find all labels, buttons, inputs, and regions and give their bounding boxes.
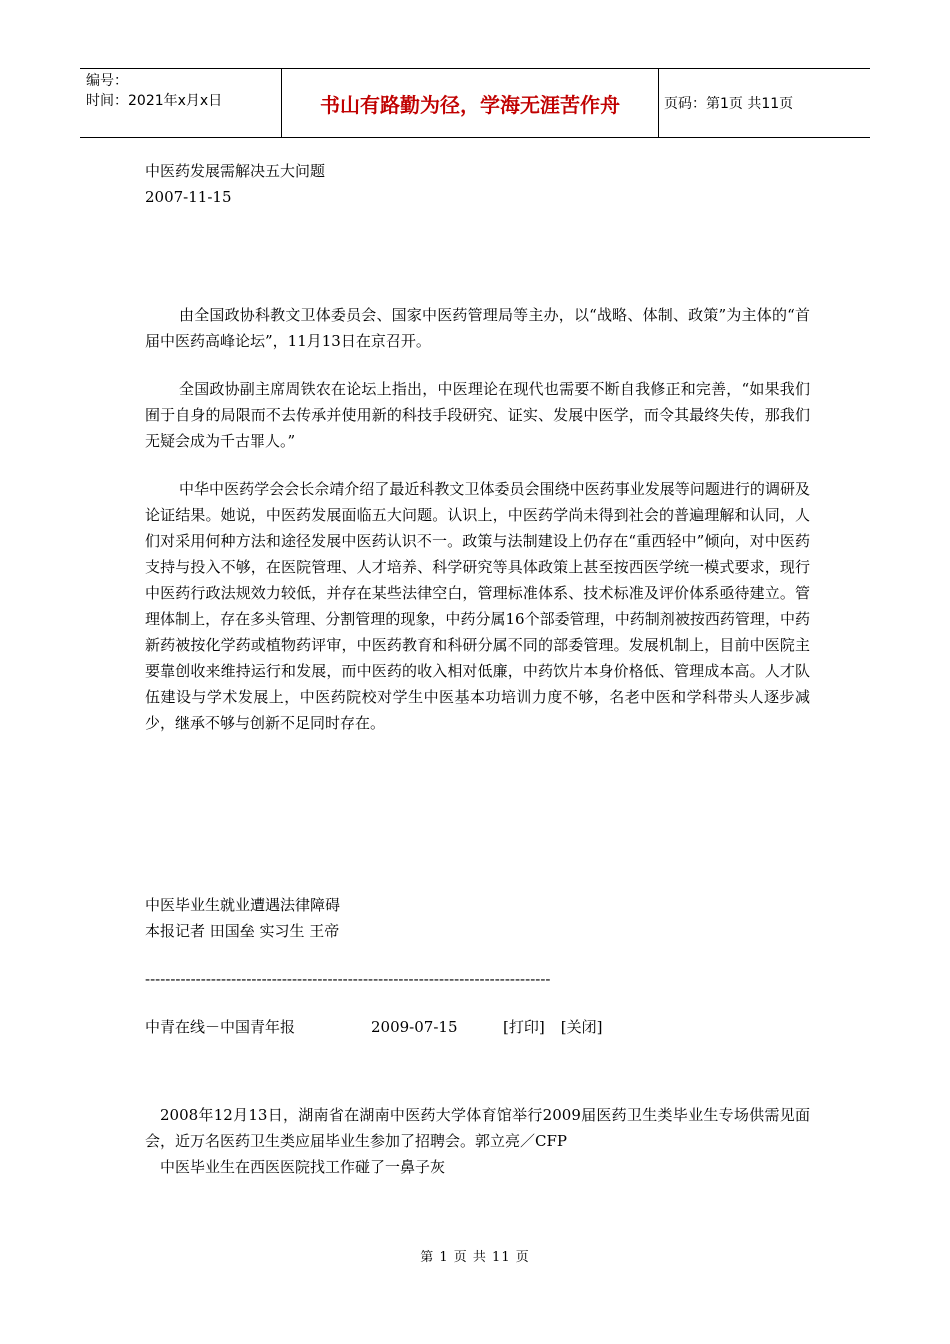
close-link[interactable]: [关闭] [560, 1018, 603, 1036]
article1-paragraph-1: 由全国政协科教文卫体委员会、国家中医药管理局等主办，以“战略、体制、政策”为主体的“首届中医药高峰论坛”，11月13日在京召开。 [145, 306, 810, 350]
print-link[interactable]: [打印] [503, 1018, 545, 1036]
header-motto: 书山有路勤为径，学海无涯苦作舟 [320, 92, 620, 117]
article1-paragraph-3: 中华中医药学会会长佘靖介绍了最近科教文卫体委员会围绕中医药事业发展等问题进行的调研及论证结果。她说，中医药发展面临五大问题。认识上，中医药学尚未得到社会的普遍理解和认同，人们对采用何种方法和途径发展中医药认识不一。政策与法制建设上仍存在“重西轻中”倾向，对中医药支持与投入不够，在医院管理、人才培养、科学研究等具体政策上甚至按西医学统一模式要求，现行中医药行政法规效力较低，并存在某些法律空白，管理标准体系、技术标准及评价体系亟待建立。管理体制上，存在多头管理、分割管理的现象，中药分属16个部委管理，中药制剂被按西药管理，中药新药被按化学药或植物药评审，中医药教育和科研分属不同的部委管理。发展机制上，目前中医院主要靠创收来维持运行和发展，而中医药的收入相对低廉，中药饮片本身价格低、管理成本高。人才队伍建设与学术发展上，中医药院校对学生中医基本功培训力度不够，名老中医和学科带头人逐步减少，继承不够与创新不足同时存在。 [145, 480, 810, 732]
header-meta [80, 69, 282, 137]
header-page-code-cell [658, 69, 870, 137]
article1-paragraph-2: 全国政协副主席周铁农在论坛上指出，中医理论在现代也需要不断自我修正和完善，“如果我们囿于自身的局限而不去传承并使用新的科技手段研究、证实、发展中医学，而令其最终失传，那我们无疑会成为千古罪人。” [145, 380, 810, 450]
article2-title: 中医毕业生就业遭遇法律障碍 [145, 896, 341, 914]
spacer [145, 454, 810, 476]
article1-title: 中医药发展需解决五大问题 [145, 162, 326, 180]
header-time-label: 时间：2021年x月x日 [86, 93, 223, 109]
article1-date: 2007-11-15 [145, 188, 232, 206]
header-page-code: 页码：第1页 共11页 [664, 96, 794, 112]
article2-photo-intro: 2008年12月13日，湖南省在湖南中医药大学体育馆举行2009届医药卫生类毕业生专场供需见面会，近万名医药卫生类应届毕业生参加了招聘会。郭立亮／CFP [145, 1106, 810, 1150]
page-header [80, 68, 870, 138]
spacer [145, 210, 810, 302]
article2-source: 中青在线－中国青年报 [145, 1018, 296, 1036]
document-body [145, 158, 810, 1180]
header-motto-cell [282, 69, 659, 137]
article2-source-row [145, 1014, 810, 1040]
article2-byline: 本报记者 田国垒 实习生 王帝 [145, 922, 340, 940]
header-number-label: 编号： [86, 73, 128, 89]
footer-page-info: 第 1 页 共 11 页 [420, 1250, 530, 1265]
article2-caption: 中医毕业生在西医医院找工作碰了一鼻子灰 [160, 1158, 446, 1176]
article2-date: 2009-07-15 [371, 1018, 458, 1036]
spacer [145, 1040, 810, 1102]
page-footer [0, 1246, 950, 1265]
spacer [145, 992, 810, 1014]
spacer [145, 354, 810, 376]
spacer [145, 736, 810, 892]
spacer [145, 944, 810, 966]
article2-separator: -------------------------------------------------------------------------------- [145, 970, 551, 988]
